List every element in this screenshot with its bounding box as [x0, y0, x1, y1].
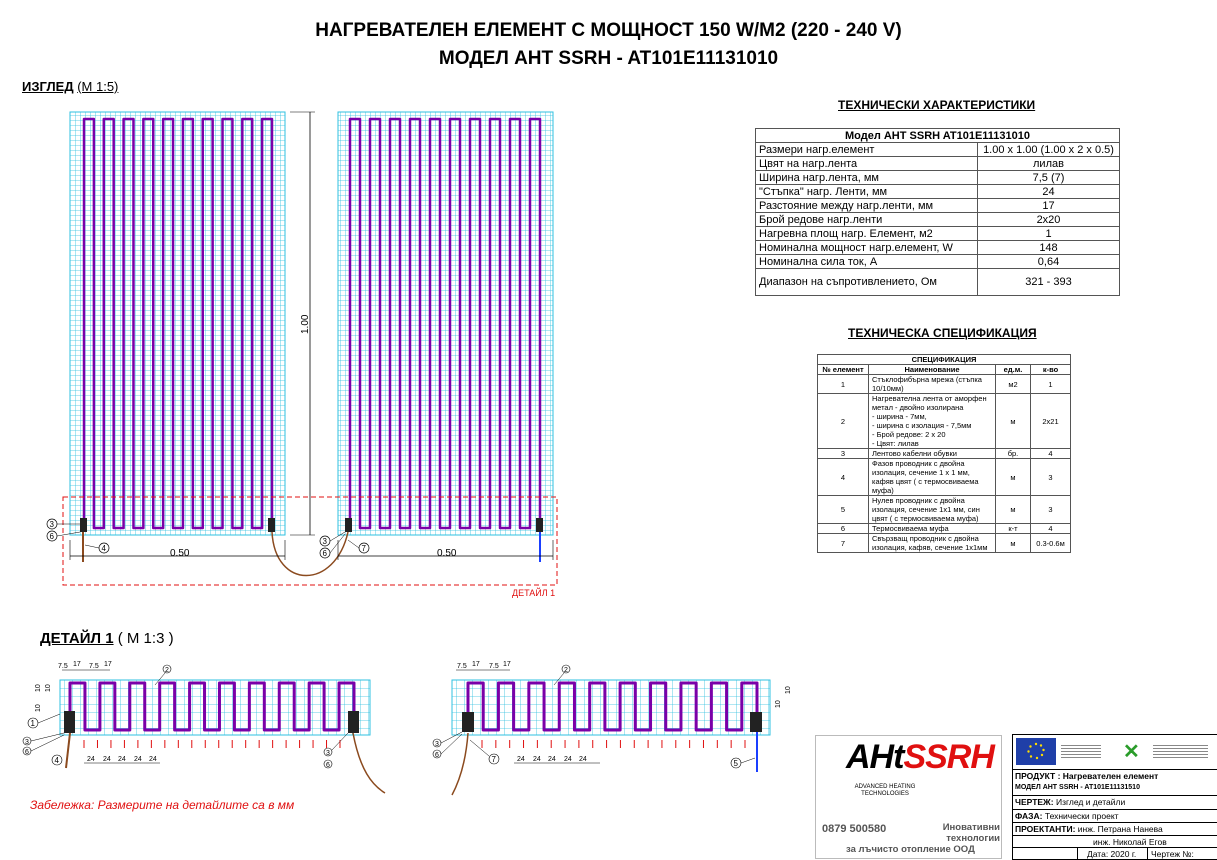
tech-row-label: Брой редове нагр.ленти — [756, 213, 978, 227]
svg-text:7.5: 7.5 — [457, 663, 467, 670]
spec-row-qty: 1 — [1031, 375, 1071, 394]
drawing-label: ЧЕРТЕЖ: — [1015, 797, 1054, 807]
detail-callout-3-left-b — [324, 733, 348, 757]
tech-row — [756, 227, 1120, 241]
svg-text:24: 24 — [533, 756, 541, 763]
spec-row-unit: м2 — [996, 375, 1031, 394]
svg-text:24: 24 — [87, 756, 95, 763]
spec-row-name: Термосвиваема муфа — [869, 524, 996, 534]
title-block — [1012, 734, 1217, 860]
product-row — [1013, 769, 1217, 792]
detail-callout-1 — [28, 714, 60, 728]
spec-row-qty: 0.3-0.6м — [1031, 534, 1071, 553]
svg-text:3: 3 — [326, 750, 330, 757]
title-line-2: МОДЕЛ AHT SSRH - AT101E11131010 — [438, 48, 779, 69]
spec-col-no: № елемент — [818, 365, 869, 375]
tech-row — [756, 255, 1120, 269]
detail-connecting-wire-left — [353, 733, 385, 793]
slogan-2: технологии — [946, 833, 1000, 844]
tech-row-value: 2x20 — [978, 213, 1120, 227]
drawing-value: Изглед и детайли — [1055, 797, 1126, 807]
designer-1: инж. Петрана Нанева — [1077, 824, 1163, 834]
tech-row — [756, 199, 1120, 213]
detail-terminal-right-a — [462, 712, 474, 732]
svg-text:10: 10 — [35, 684, 42, 692]
spec-col-qty: к-во — [1031, 365, 1071, 375]
tech-row-label: Номинална сила ток, А — [756, 255, 978, 269]
eu-text-icon — [1061, 745, 1101, 759]
svg-text:3: 3 — [322, 537, 327, 546]
dim-width-right: 0.50 — [437, 548, 457, 559]
spec-row-no: 2 — [818, 394, 869, 449]
phase-value: Технически проект — [1044, 811, 1119, 821]
svg-text:1: 1 — [30, 719, 35, 728]
svg-text:7.5: 7.5 — [89, 663, 99, 670]
dim-height: 1.00 — [300, 314, 311, 334]
spec-row-name: Стъклофибърна мрежа (стъпка 10/10мм) — [869, 375, 996, 394]
note-text: Забележка: Размерите на детайлите са в мм — [30, 798, 295, 812]
tech-row-value: 148 — [978, 241, 1120, 255]
detail-connecting-wire-right — [452, 733, 468, 795]
tech-row-label: Размери нагр.елемент — [756, 143, 978, 157]
slogan-1: Иновативни — [942, 822, 1000, 833]
svg-text:24: 24 — [517, 756, 525, 763]
connecting-wire — [272, 532, 348, 576]
svg-text:24: 24 — [548, 756, 556, 763]
spec-row-qty: 4 — [1031, 524, 1071, 534]
tech-row — [756, 241, 1120, 255]
callout-4-main — [85, 543, 109, 553]
tech-row-value: 0,64 — [978, 255, 1120, 269]
detail-callout-3-right — [433, 732, 462, 748]
svg-text:2: 2 — [165, 667, 169, 674]
detail-callout-4 — [52, 755, 62, 765]
brand-right: SSRH — [903, 738, 994, 776]
spec-col-name: Наименование — [869, 365, 996, 375]
svg-text:17: 17 — [472, 661, 480, 668]
spec-col-unit: ед.м. — [996, 365, 1031, 375]
spec-heading: ТЕХНИЧЕСКА СПЕЦИФИКАЦИЯ — [848, 326, 1037, 340]
detail-red-ticks-left — [84, 740, 340, 748]
spec-row — [818, 534, 1071, 553]
spec-row — [818, 524, 1071, 534]
spec-row — [818, 394, 1071, 449]
detail-dims-bottom-right — [514, 756, 600, 763]
tech-row-label: Цвят на нагр.лента — [756, 157, 978, 171]
program-text-icon — [1153, 745, 1208, 759]
detail-label: ДЕТАЙЛ 1 — [40, 630, 114, 647]
spec-row — [818, 459, 1071, 496]
tech-row — [756, 171, 1120, 185]
phase-row — [1013, 809, 1217, 822]
tech-row-value: 24 — [978, 185, 1120, 199]
spec-row-name: Нулев проводник с двойна изолация, сечение 1x1 мм, син цвят ( с термосвиваема муфа) — [869, 496, 996, 524]
svg-text:24: 24 — [134, 756, 142, 763]
svg-text:24: 24 — [564, 756, 572, 763]
svg-text:4: 4 — [54, 756, 59, 765]
terminal-left-a — [80, 518, 87, 532]
brand-sub — [850, 784, 920, 798]
tech-row-value: 1.00 x 1.00 (1.00 x 2 x 0.5) — [978, 143, 1120, 157]
spec-row-no: 7 — [818, 534, 869, 553]
svg-text:4: 4 — [101, 544, 106, 553]
svg-text:10: 10 — [775, 700, 782, 708]
svg-text:6: 6 — [435, 752, 439, 759]
terminal-right-b — [536, 518, 543, 532]
tech-heading: ТЕХНИЧЕСКИ ХАРАКТЕРИСТИКИ — [838, 98, 1036, 112]
detail-dims-side-left — [35, 684, 52, 712]
date: Дата: 2020 г. — [1087, 849, 1137, 859]
spec-row-name: Лентово кабелни обувки — [869, 449, 996, 459]
sheet-number: Чертеж №: — [1151, 849, 1194, 859]
detail-terminal-left-b — [348, 711, 359, 733]
svg-text:17: 17 — [73, 661, 81, 668]
brand-left: AHt — [846, 738, 904, 776]
spec-row-unit: бр. — [996, 449, 1031, 459]
spec-row-qty: 3 — [1031, 459, 1071, 496]
svg-text:24: 24 — [579, 756, 587, 763]
drawing-row — [1013, 795, 1217, 808]
detail-terminal-right-b — [750, 712, 762, 732]
svg-text:2: 2 — [564, 667, 568, 674]
dim-width-left: 0.50 — [170, 548, 190, 559]
svg-text:6: 6 — [326, 762, 330, 769]
spec-row-qty: 4 — [1031, 449, 1071, 459]
spec-row-qty: 2x21 — [1031, 394, 1071, 449]
spec-row — [818, 375, 1071, 394]
detail-callout-7 — [470, 740, 499, 764]
spec-row-unit: м — [996, 394, 1031, 449]
brand-sub-1: ADVANCED HEATING — [854, 784, 916, 790]
svg-text:7.5: 7.5 — [489, 663, 499, 670]
tech-row-label: Номинална мощност нагр.елемент, W — [756, 241, 978, 255]
tech-table — [755, 128, 1120, 296]
svg-text:24: 24 — [118, 756, 126, 763]
spec-row-name: Нагревателна лента от аморфен метал - двойно изолирана - ширина - 7мм, - ширина с изолация - 7,5мм - Брой редове: 2 x 20 - Цвят: лилав — [869, 394, 996, 449]
spec-row-no: 3 — [818, 449, 869, 459]
logo-block — [815, 735, 1002, 859]
phase-label: ФАЗА: — [1015, 811, 1043, 821]
callout-7-main — [348, 540, 369, 553]
spec-row-no: 6 — [818, 524, 869, 534]
tech-row — [756, 185, 1120, 199]
spec-row-no: 1 — [818, 375, 869, 394]
spec-table-title: СПЕЦИФИКАЦИЯ — [818, 355, 1071, 365]
terminal-right-a — [345, 518, 352, 532]
tech-row-value: 1 — [978, 227, 1120, 241]
brand-logo — [846, 738, 994, 777]
slogan-3: за лъчисто отопление ООД — [846, 844, 975, 855]
spec-row — [818, 496, 1071, 524]
tech-row — [756, 143, 1120, 157]
tech-row-value: 17 — [978, 199, 1120, 213]
detail-dims-top-right — [456, 661, 511, 670]
detail-terminal-left-a — [64, 711, 75, 733]
tech-row-value: 321 - 393 — [978, 269, 1120, 296]
tech-row — [756, 269, 1120, 296]
svg-text:7.5: 7.5 — [58, 663, 68, 670]
svg-text:7: 7 — [361, 544, 366, 553]
spec-row-unit: м — [996, 459, 1031, 496]
terminal-left-b — [268, 518, 275, 532]
detail-phase-wire — [66, 733, 70, 768]
spec-row-unit: м — [996, 534, 1031, 553]
tech-model-header: Модел AHT SSRH AT101E11131010 — [756, 129, 1120, 143]
spec-row-qty: 3 — [1031, 496, 1071, 524]
brand-sub-2: TECHNOLOGIES — [861, 791, 909, 797]
tech-row-label: Ширина нагр.лента, мм — [756, 171, 978, 185]
detail-tag: ДЕТАЙЛ 1 — [512, 588, 556, 598]
view-scale: (М 1:5) — [77, 79, 119, 94]
svg-text:6: 6 — [25, 749, 29, 756]
tech-row-label: Нагревна площ нагр. Елемент, м2 — [756, 227, 978, 241]
spec-row-name: Фазов проводник с двойна изолация, сечение 1 x 1 мм, кафяв цвят ( с термосвиваема муфа) — [869, 459, 996, 496]
detail-callout-6-left-b — [324, 760, 332, 769]
tech-row-value: 7,5 (7) — [978, 171, 1120, 185]
svg-text:24: 24 — [149, 756, 157, 763]
spec-row-name: Свързващ проводник с двойна изолация, кафяв, сечение 1x1мм — [869, 534, 996, 553]
svg-text:3: 3 — [435, 741, 439, 748]
svg-text:6: 6 — [49, 532, 54, 541]
spec-row-unit: к-т — [996, 524, 1031, 534]
detail-callout-5 — [731, 758, 755, 768]
svg-text:7: 7 — [491, 755, 496, 764]
svg-text:6: 6 — [322, 549, 327, 558]
detail-dims-top-left — [58, 661, 112, 670]
eu-flag-icon — [1016, 738, 1056, 765]
svg-text:17: 17 — [104, 661, 112, 668]
detail-scale: ( М 1:3 ) — [117, 630, 174, 647]
phone: 0879 500580 — [822, 823, 887, 835]
program-logo-icon: ✕ — [1123, 741, 1140, 763]
title-line-1: НАГРЕВАТЕЛЕН ЕЛЕМЕНТ С МОЩНОСТ 150 W/M2 (220 - 240 V) — [315, 20, 902, 41]
product-model: МОДЕЛ AHT SSRH - AT101E11131510 — [1015, 784, 1140, 791]
svg-text:3: 3 — [25, 739, 29, 746]
product-label: ПРОДУКТ : — [1015, 771, 1061, 781]
tech-row — [756, 213, 1120, 227]
detail-red-ticks-right — [482, 740, 745, 748]
svg-text:17: 17 — [503, 661, 511, 668]
designers-label: ПРОЕКТАНТИ: — [1015, 824, 1076, 834]
tech-row-label: Разстояние между нагр.ленти, мм — [756, 199, 978, 213]
svg-text:10: 10 — [785, 686, 792, 694]
detail-dims-side-right — [775, 686, 792, 708]
product-value: Нагревателен елемент — [1062, 771, 1159, 781]
spec-row-no: 4 — [818, 459, 869, 496]
view-label: ИЗГЛЕД — [22, 79, 74, 94]
svg-text:10: 10 — [35, 704, 42, 712]
tech-row — [756, 157, 1120, 171]
svg-text:3: 3 — [49, 520, 54, 529]
spec-row-no: 5 — [818, 496, 869, 524]
tech-row-value: лилав — [978, 157, 1120, 171]
spec-table — [817, 354, 1071, 553]
svg-text:10: 10 — [45, 684, 52, 692]
slogan — [904, 822, 1000, 844]
svg-text:24: 24 — [103, 756, 111, 763]
designer-2: инж. Николай Егов — [1093, 837, 1167, 847]
tech-row-label: Диапазон на съпротивлението, Ом — [756, 269, 978, 296]
tech-row-label: "Стъпка" нагр. Ленти, мм — [756, 185, 978, 199]
detail-callout-3-left — [23, 733, 64, 746]
date-row — [1013, 847, 1217, 860]
spec-row — [818, 449, 1071, 459]
detail-dims-bottom-left — [84, 756, 160, 763]
svg-text:5: 5 — [733, 759, 738, 768]
spec-row-unit: м — [996, 496, 1031, 524]
designers-row — [1013, 822, 1217, 835]
